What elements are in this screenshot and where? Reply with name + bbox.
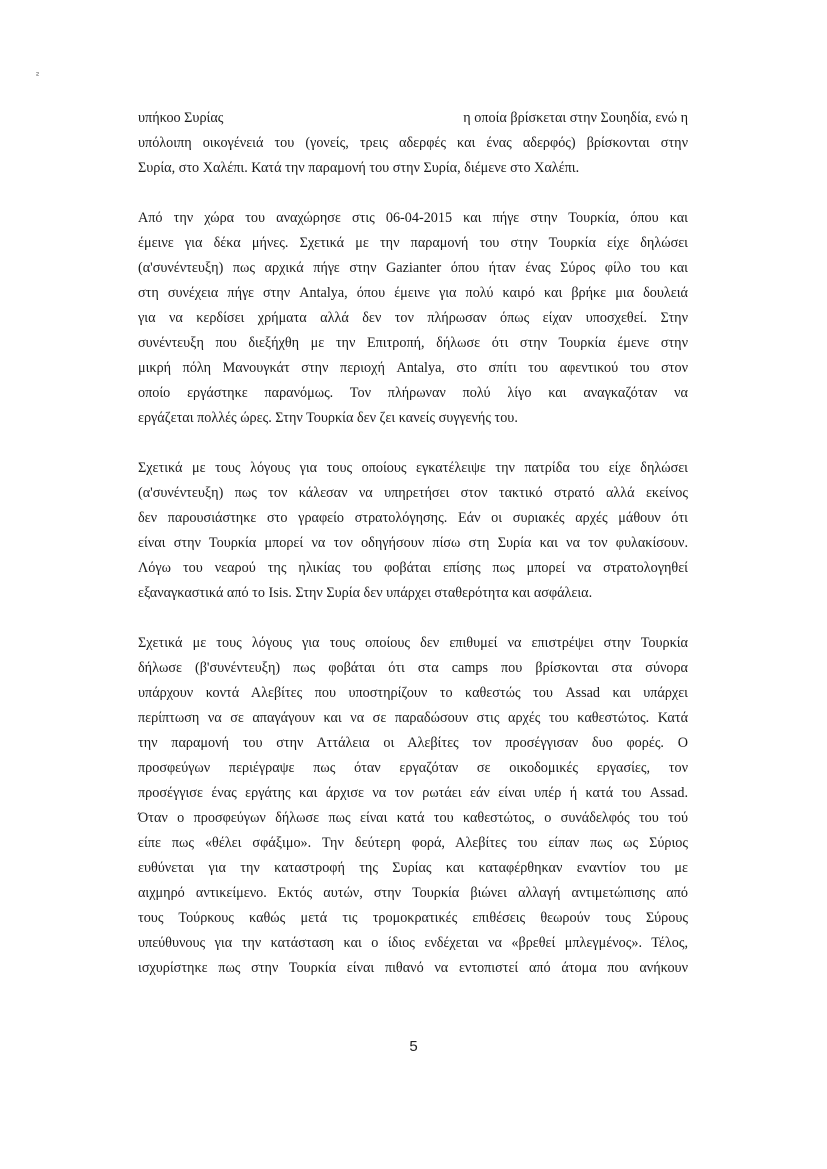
text-line: υπάρχουν κοντά Αλεβίτες που υποστηρίζουν το καθεστώς του Assad και υπάρχει [138,685,688,701]
body-text [138,106,688,1006]
text-line: την παραμονή του στην Αττάλεια οι Αλεβίτες τον προσέγγισαν δυο φορές. Ο [138,735,688,751]
text-line: στη συνέχεια πήγε στην Antalya, όπου έμεινε για πολύ καιρό και βρήκε μια δουλειά [138,285,688,301]
text-line: υπεύθυνους για την κατάσταση και ο ίδιος ενδέχεται να «βρεθεί μπλεγμένος». Τέλος, [138,935,688,951]
text-line: συνέντευξη που διεξήχθη με την Επιτροπή, δήλωσε ότι στην Τουρκία έμενε στην [138,335,688,351]
text-line: Σχετικά με τους λόγους για τους οποίους εγκατέλειψε την πατρίδα του είχε δηλώσει [138,460,688,476]
text-line: τους Τούρκους καθώς μετά τις τρομοκρατικές επιθέσεις θεωρούν τους Σύρους [138,910,688,926]
margin-mark: ² [36,70,39,80]
text-line: ισχυρίστηκε πως στην Τουρκία είναι πιθανό να εντοπιστεί από άτομα που ανήκουν [138,960,688,976]
text-line: Από την χώρα του αναχώρησε στις 06-04-2015 και πήγε στην Τουρκία, όπου και [138,210,688,226]
first-line-left: υπήκοο Συρίας [138,110,224,126]
text-line: εξαναγκαστικά από το Isis. Στην Συρία δεν υπάρχει σταθερότητα και ασφάλεια. [138,585,593,601]
first-line-right: η οποία βρίσκεται στην Σουηδία, ενώ η [463,110,688,126]
text-line: προσφεύγων περιέγραψε πως όταν εργαζόταν σε οικοδομικές εργασίες, τον [138,760,688,776]
text-line: οποίο εργάστηκε παρανόμως. Τον πλήρωναν πολύ λίγο και αναγκαζόταν να [138,385,688,401]
page-number: 5 [409,1038,418,1055]
text-line: περίπτωση να σε απαγάγουν και να σε παραδώσουν στις αρχές του καθεστώτος. Κατά [138,710,688,726]
text-line: ευθύνεται για την καταστροφή της Συρίας και καταφέρθηκαν εναντίον του με [138,860,688,876]
text-line: για να κερδίσει χρήματα αλλά δεν τον πλήρωσαν όπως είχαν υποσχεθεί. Στην [138,310,688,326]
text-line: δεν παρουσιάστηκε στο γραφείο στρατολόγησης. Εάν οι συριακές αρχές μάθουν ότι [138,510,688,526]
text-line: είναι στην Τουρκία μπορεί να τον οδηγήσουν πίσω στη Συρία και να τον φυλακίσουν. [138,535,688,551]
paragraph-1 [138,106,688,181]
text-line: υπόλοιπη οικογένειά του (γονείς, τρεις αδερφές και ένας αδερφός) βρίσκονται στην [138,135,688,151]
text-line: Λόγω του νεαρού της ηλικίας του φοβάται επίσης πως μπορεί να στρατολογηθεί [138,560,688,576]
text-line: Συρία, στο Χαλέπι. Κατά την παραμονή του στην Συρία, διέμενε στο Χαλέπι. [138,160,580,176]
text-line: μικρή πόλη Μανουγκάτ στην περιοχή Antalya, στο σπίτι του αφεντικού του στον [138,360,688,376]
text-line: Όταν ο προσφεύγων δήλωσε πως είναι κατά του καθεστώτος, ο συνάδελφός του τού [138,810,688,826]
text-line: έμεινε για δέκα μήνες. Σχετικά με την παραμονή του στην Τουρκία είχε δηλώσει [138,235,688,251]
text-line: εργάζεται πολλές ώρες. Στην Τουρκία δεν ζει κανείς συγγενής του. [138,410,518,426]
text-line: δήλωσε (β'συνέντευξη) πως φοβάται ότι στα camps που βρίσκονται στα σύνορα [138,660,688,676]
text-line: είπε πως «θέλει σφάξιμο». Την δεύτερη φορά, Αλεβίτες του είπαν πως ως Σύριος [138,835,688,851]
text-line: (α'συνέντευξη) πως τον κάλεσαν να υπηρετήσει στον τακτικό στρατό αλλά εκείνος [138,485,688,501]
first-line [138,106,688,131]
text-line: προσέγγισε ένας εργάτης και άρχισε να τον ρωτάει εάν είναι υπέρ ή κατά του Assad. [138,785,688,801]
text-line: Σχετικά με τους λόγους για τους οποίους δεν επιθυμεί να επιστρέψει στην Τουρκία [138,635,688,651]
paragraph-2 [138,206,688,431]
paragraph-4 [138,631,688,981]
paragraph-3 [138,456,688,606]
text-line: (α'συνέντευξη) πως αρχικά πήγε στην Gazianter όπου ήταν ένας Σύρος φίλο του και [138,260,688,276]
text-line: αιχμηρό αντικείμενο. Εκτός αυτών, στην Τουρκία βιώνει αλλαγή αντιμετώπισης από [138,885,688,901]
